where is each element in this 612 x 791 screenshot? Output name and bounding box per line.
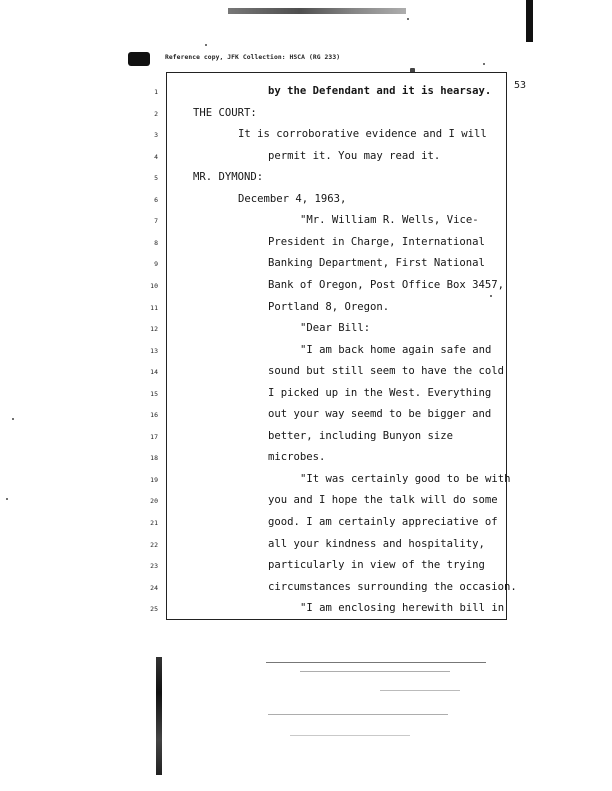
- line-number: 10: [150, 281, 158, 290]
- scan-blot: [128, 52, 150, 66]
- transcript-line: Bank of Oregon, Post Office Box 3457,: [268, 278, 504, 291]
- line-number: 7: [154, 217, 158, 226]
- transcript-line: all your kindness and hospitality,: [268, 537, 485, 550]
- transcript-line: MR. DYMOND:: [193, 171, 264, 184]
- scan-speck: [205, 44, 207, 46]
- page-number: 53: [514, 80, 527, 91]
- scan-speck: [483, 63, 485, 65]
- scan-line: [290, 735, 410, 736]
- scan-line: [300, 671, 450, 672]
- line-number: 21: [150, 519, 158, 527]
- transcript-line: Banking Department, First National: [268, 257, 485, 270]
- line-number: 23: [150, 562, 158, 571]
- scan-artifact-top: [228, 8, 406, 14]
- transcript-line: "Mr. William R. Wells, Vice-: [300, 214, 479, 227]
- scan-artifact-right: [526, 0, 533, 42]
- line-number: 19: [150, 475, 158, 484]
- scan-speck: [6, 498, 8, 500]
- scan-line: [380, 690, 460, 691]
- transcript-line: out your way seemd to be bigger and: [268, 408, 492, 421]
- scan-line: [268, 714, 448, 715]
- transcript-line: It is corroborative evidence and I will: [238, 128, 487, 141]
- transcript-line: December 4, 1963,: [238, 192, 347, 205]
- line-number: 22: [150, 540, 158, 549]
- line-number: 18: [150, 454, 158, 463]
- transcript-line: particularly in view of the trying: [268, 559, 485, 572]
- transcript-line: "Dear Bill:: [300, 322, 371, 335]
- transcript-line: by the Defendant and it is hearsay.: [268, 85, 492, 97]
- line-number: 2: [154, 109, 158, 118]
- scan-speck: [12, 418, 14, 420]
- transcript-line: sound but still seem to have the cold: [268, 365, 504, 378]
- transcript-line: better, including Bunyon size: [268, 429, 453, 442]
- line-number: 6: [154, 195, 158, 204]
- line-number: 20: [150, 497, 158, 506]
- line-number: 9: [154, 260, 158, 269]
- archive-stamp: Reference copy, JFK Collection: HSCA (RG 233): [165, 54, 341, 61]
- transcript-line: "It was certainly good to be with: [300, 472, 511, 485]
- scan-speck: [407, 18, 409, 20]
- transcript-line: "I am enclosing herewith bill in: [300, 602, 505, 615]
- transcript-line: circumstances surrounding the occasion.: [268, 580, 517, 593]
- line-number: 25: [150, 605, 158, 614]
- line-number: 5: [154, 174, 158, 183]
- line-number: 11: [150, 303, 158, 312]
- transcript-line: you and I hope the talk will do some: [268, 494, 498, 507]
- line-number: 16: [150, 411, 158, 420]
- line-number: 15: [150, 389, 158, 398]
- transcript-line: I picked up in the West. Everything: [268, 386, 492, 399]
- line-number: 3: [154, 131, 158, 140]
- line-number: 14: [150, 368, 158, 377]
- transcript-line: President in Charge, International: [268, 235, 485, 248]
- transcript-line: THE COURT:: [193, 106, 257, 119]
- scan-artifact-left: [156, 657, 162, 775]
- transcript-line: microbes.: [268, 451, 326, 464]
- line-number: 24: [150, 583, 158, 592]
- transcript-line: permit it. You may read it.: [268, 149, 441, 162]
- line-number: 13: [150, 346, 158, 355]
- line-number: 17: [150, 432, 158, 441]
- line-number: 4: [154, 152, 158, 161]
- line-number: 8: [154, 238, 158, 247]
- transcript-line: Portland 8, Oregon.: [268, 300, 390, 313]
- transcript-line: good. I am certainly appreciative of: [268, 516, 498, 528]
- line-number: 1: [154, 88, 158, 96]
- line-number: 12: [150, 325, 158, 334]
- transcript-line: "I am back home again safe and: [300, 343, 492, 356]
- scan-line: [266, 662, 486, 663]
